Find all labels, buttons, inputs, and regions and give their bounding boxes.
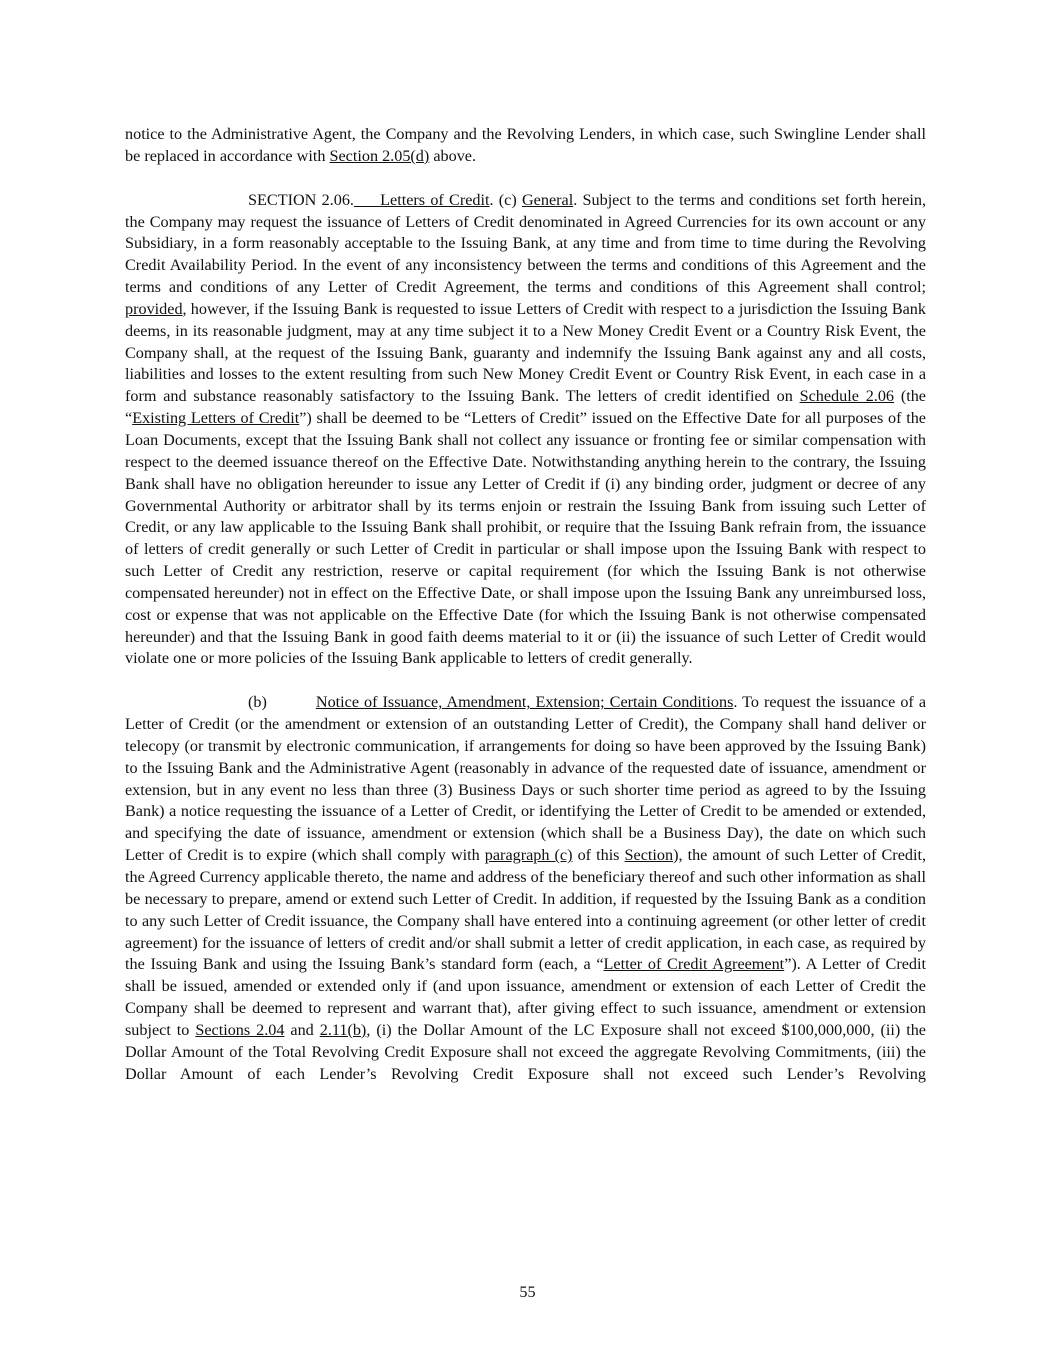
defined-term: Letter of Credit Agreement: [603, 955, 785, 974]
paragraph-reference: paragraph (c): [484, 846, 573, 865]
provided-term: provided: [125, 299, 183, 318]
schedule-reference: Schedule 2.06: [799, 387, 895, 406]
section-reference: Section: [624, 846, 674, 865]
clause-heading: Notice of Issuance, Amendment, Extension; Certain Conditions: [315, 693, 734, 712]
subsection-title: General: [521, 190, 574, 209]
section-reference: Sections 2.04: [195, 1020, 285, 1039]
defined-term: Existing Letters of Credit: [132, 409, 300, 428]
section-reference: 2.11(b): [319, 1020, 367, 1039]
paragraph-section-2-06: SECTION 2.06. Letters of Credit. (c) General. Subject to the terms and conditions set forth herein, the Company may request the issuance of Letters of Credit denominated in Agreed Currencies for its own account or any Subsidiary, in a form reasonably acceptable to the Issuing Bank, at any time and from time to time during the Revolving Credit Availability Period. In the event of any inconsistency between the terms and conditions of this Agreement and the terms and conditions of any Letter of Credit Agreement, the terms and conditions of this Agreement shall control; provided, however, if the Issuing Bank is requested to issue Letters of Credit with respect to a jurisdiction the Issuing Bank deems, in its reasonable judgment, may at any time subject it to a New Money Credit Event or a Country Risk Event, the Company shall, at the request of the Issuing Bank, guaranty and indemnify the Issuing Bank against any and all costs, liabilities and losses to the extent resulting from such New Money Credit Event or Country Risk Event, in each case in a form and substance reasonably satisfactory to the Issuing Bank. The letters of credit identified on Schedule 2.06 (the “Existing Letters of Credit”) shall be deemed to be “Letters of Credit” issued on the Effective Date for all purposes of the Loan Documents, except that the Issuing Bank shall not collect any issuance or fronting fee or similar compensation with respect to the deemed issuance thereof on the Effective Date. Notwithstanding anything herein to the contrary, the Issuing Bank shall have no obligation hereunder to issue any Letter of Credit if (i) any binding order, judgment or decree of any Governmental Authority or arbitrator shall by its terms enjoin or restrain the Issuing Bank from issuing such Letter of Credit, or any law applicable to the Issuing Bank shall prohibit, or require that the Issuing Bank refrain from, the issuance of letters of credit generally or such Letter of Credit in particular or shall impose upon the Issuing Bank with respect to such Letter of Credit any restriction, reserve or capital requirement (for which the Issuing Bank is not otherwise compensated hereunder) not in effect on the Effective Date, or shall impose upon the Issuing Bank any unreimbursed loss, cost or expense that was not applicable on the Effective Date (for which the Issuing Bank is not otherwise compensated hereunder) and that the Issuing Bank in good faith deems material to it or (ii) the issuance of such Letter of Credit would violate one or more policies of the Issuing Bank applicable to letters of credit generally.: [125, 190, 927, 668]
page-number: 55: [519, 1283, 536, 1301]
paragraph-b: (b) Notice of Issuance, Amendment, Extension; Certain Conditions. To request the issuance of a Letter of Credit (or the amendment or extension of an outstanding Letter of Credit), the Company shall hand deliver or telecopy (or transmit by electronic communication, if arrangements for doing so have been approved by the Issuing Bank) to the Issuing Bank and the Administrative Agent (reasonably in advance of the requested date of issuance, amendment or extension, but in any event no less than three (3) Business Days or such shorter time period as agreed to by the Issuing Bank) a notice requesting the issuance of a Letter of Credit, or identifying the Letter of Credit to be amended or extended, and specifying the date of issuance, amendment or extension (which shall be a Business Day), the date on which such Letter of Credit is to expire (which shall comply with paragraph (c) of this Section), the amount of such Letter of Credit, the Agreed Currency applicable thereto, the name and address of the beneficiary thereof and such other information as shall be necessary to prepare, amend or extend such Letter of Credit. In addition, if requested by the Issuing Bank as a condition to any such Letter of Credit issuance, the Company shall have entered into a continuing agreement (or other letter of credit agreement) for the issuance of letters of credit and/or shall submit a letter of credit application, in each case, as required by the Issuing Bank and using the Issuing Bank’s standard form (each, a “Letter of Credit Agreement”). A Letter of Credit shall be issued, amended or extended only if (and upon issuance, amendment or extension of each Letter of Credit the Company shall be deemed to represent and warrant that), after giving effect to such issuance, amendment or extension subject to Sections 2.04 and 2.11(b), (i) the Dollar Amount of the LC Exposure shall not exceed $100,000,000, (ii) the Dollar Amount of the Total Revolving Credit Exposure shall not exceed the aggregate Revolving Commitments, (iii) the Dollar Amount of each Lender’s Revolving Credit Exposure shall not exceed such Lender’s Revolving: [125, 693, 927, 1083]
section-title: Letters of Credit: [380, 190, 490, 209]
section-reference: Section 2.05(d): [329, 146, 430, 165]
paragraph-continuation: notice to the Administrative Agent, the Company and the Revolving Lenders, in which case, such Swingline Lender shall be replaced in accordance with Section 2.05(d) above.: [125, 125, 926, 165]
clause-label: (b): [248, 693, 267, 712]
document-page: [125, 124, 926, 1085]
section-number: SECTION 2.06.: [248, 190, 354, 209]
